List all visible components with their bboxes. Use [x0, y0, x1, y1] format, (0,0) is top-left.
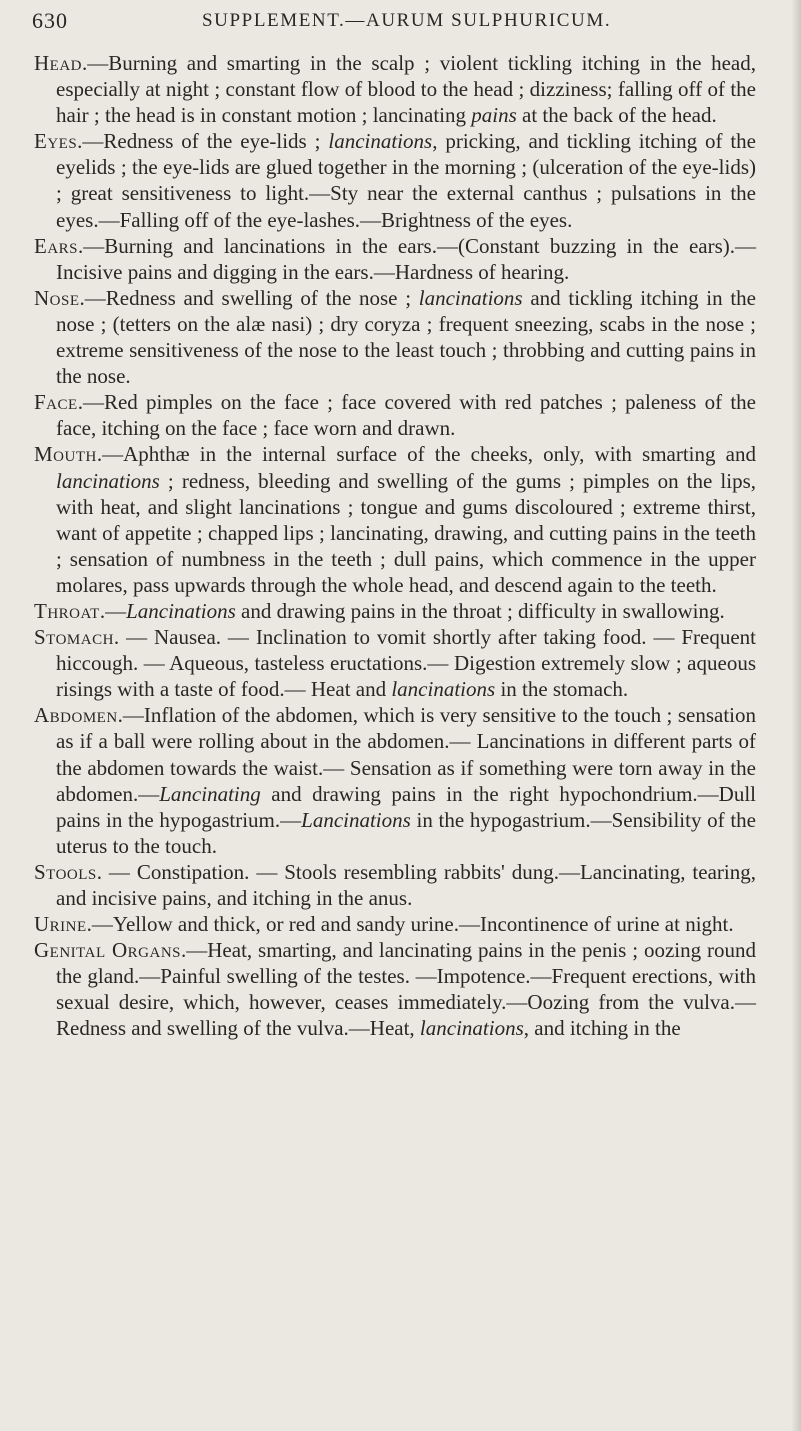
italic-text: Lancinations	[126, 598, 236, 623]
symptom-section-mouth	[34, 441, 756, 598]
page-edge-shadow	[791, 0, 801, 1431]
section-text: .—Redness of the eye-lids ;	[77, 129, 329, 154]
italic-text: lancinations	[419, 1016, 524, 1041]
section-heading: Eyes	[34, 129, 78, 154]
italic-text: Lancinations	[301, 807, 411, 832]
symptom-section-nose	[34, 285, 756, 389]
section-text: , pricking, and tickling itching of the eyelids ; the eye-lids are glued together in the morning ; (ulceration of the eye-lids) ; great sensitiveness to light.—Sty near the external canthus ; pulsations in the eyes.—Falling off of the eye-lashes.—Brightness of the eyes.	[56, 129, 757, 232]
section-text: and tickling itching in the nose ; (tetters on the alæ nasi) ; dry coryza ; frequent sneezing, scabs in the nose ; extreme sensitiveness of the nose to the least touch ; throbbing and cutting pains in the nose.	[56, 285, 757, 389]
section-text: in the hypogastrium.—Sensibility of the uterus to the touch.	[56, 807, 756, 858]
symptom-section-face	[34, 389, 756, 441]
section-text: , and itching in the	[523, 1016, 681, 1041]
italic-text: lancinations	[328, 129, 433, 154]
symptom-text	[34, 50, 756, 1042]
section-text: .—Redness and swelling of the nose ;	[79, 285, 419, 310]
running-head: SUPPLEMENT.—AURUM SULPHURICUM.	[202, 10, 612, 31]
page-header	[32, 8, 752, 40]
section-heading: Mouth	[34, 442, 97, 467]
section-text: .—Red pimples on the face ; face covered with red patches ; paleness of the face, itching on the face ; face worn and drawn.	[56, 390, 756, 441]
symptom-section-ears	[34, 233, 756, 285]
section-text: at the back of the head.	[516, 103, 717, 128]
symptom-section-stomach	[34, 624, 756, 702]
section-text: ; redness, bleeding and swelling of the gums ; pimples on the lips, with heat, and slight lancinations ; tongue and gums discoloured ; extreme thirst, want of appetite ; chapped lips ; lancinating, drawing, and cutting pains in the teeth ; sensation of numbness in the teeth ; dull pains, which commence in the upper molares, pass upwards through the whole head, and descend again to the teeth.	[56, 468, 756, 597]
section-text: .—Aphthæ in the internal surface of the cheeks, only, with smarting and	[96, 442, 756, 467]
section-heading: Stomach	[34, 625, 114, 650]
symptom-section-head	[34, 50, 756, 128]
symptom-section-genital-organs	[34, 937, 756, 1041]
italic-text: lancinations	[391, 677, 496, 702]
symptom-section-stools	[34, 859, 756, 911]
section-heading: Nose	[34, 285, 80, 310]
section-text: .—Inflation of the abdomen, which is very sensitive to the touch ; sensation as if a ball were rolling about in the abdomen.— Lancinations in different parts of the abdomen towards the waist.— Sensation as if something were torn away in the abdomen.—	[56, 703, 756, 806]
symptom-section-throat	[34, 598, 756, 624]
section-text: .—Burning and smarting in the scalp ; violent tickling itching in the head, especially at night ; constant flow of blood to the head ; dizziness; falling off of the hair ; the head is in constant motion ; lancinating	[56, 51, 756, 128]
symptom-section-abdomen	[34, 702, 756, 859]
symptom-section-urine	[34, 911, 756, 937]
section-heading: Stools	[34, 859, 97, 884]
section-heading: Abdomen	[34, 703, 118, 728]
page-number: 630	[32, 8, 68, 33]
section-heading: Genital Organs	[34, 938, 182, 963]
section-text: .—Heat, smarting, and lancinating pains in the penis ; oozing round the gland.—Painful swelling of the testes. —Impotence.—Frequent erections, with sexual desire, which, however, ceases immediately.—Oozing from the vulva.—Redness and swelling of the vulva.—Heat,	[56, 938, 756, 1041]
italic-text: Lancinating	[159, 781, 261, 806]
section-heading: Throat	[34, 598, 100, 623]
section-heading: Face	[34, 390, 78, 415]
italic-text: lancinations	[56, 468, 160, 493]
symptom-section-eyes	[34, 128, 756, 232]
section-text: in the stomach.	[495, 677, 629, 702]
italic-text: pains	[471, 103, 517, 128]
section-text: . — Constipation. — Stools resembling rabbits' dung.—Lancinating, tearing, and incisive pains, and itching in the anus.	[56, 859, 756, 910]
italic-text: lancinations	[418, 285, 523, 310]
section-heading: Head	[34, 51, 82, 75]
section-text: and drawing pains in the throat ; difficulty in swallowing.	[235, 598, 725, 623]
section-text: . — Nausea. — Inclination to vomit shortly after taking food. — Frequent hiccough. — Aqueous, tasteless eructations.— Digestion extremely slow ; aqueous risings with a taste of food.— Heat and	[56, 625, 756, 702]
section-text: .—Burning and lancinations in the ears.—(Constant buzzing in the ears).—Incisive pains and digging in the ears.—Hardness of hearing.	[56, 233, 756, 284]
section-text: .—	[99, 598, 127, 623]
section-heading: Urine	[34, 912, 87, 937]
section-text: and drawing pains in the right hypochondrium.—Dull pains in the hypogastrium.—	[56, 781, 756, 832]
section-text: .—Yellow and thick, or red and sandy urine.—Incontinence of urine at night.	[86, 912, 734, 937]
section-heading: Ears	[34, 233, 79, 258]
